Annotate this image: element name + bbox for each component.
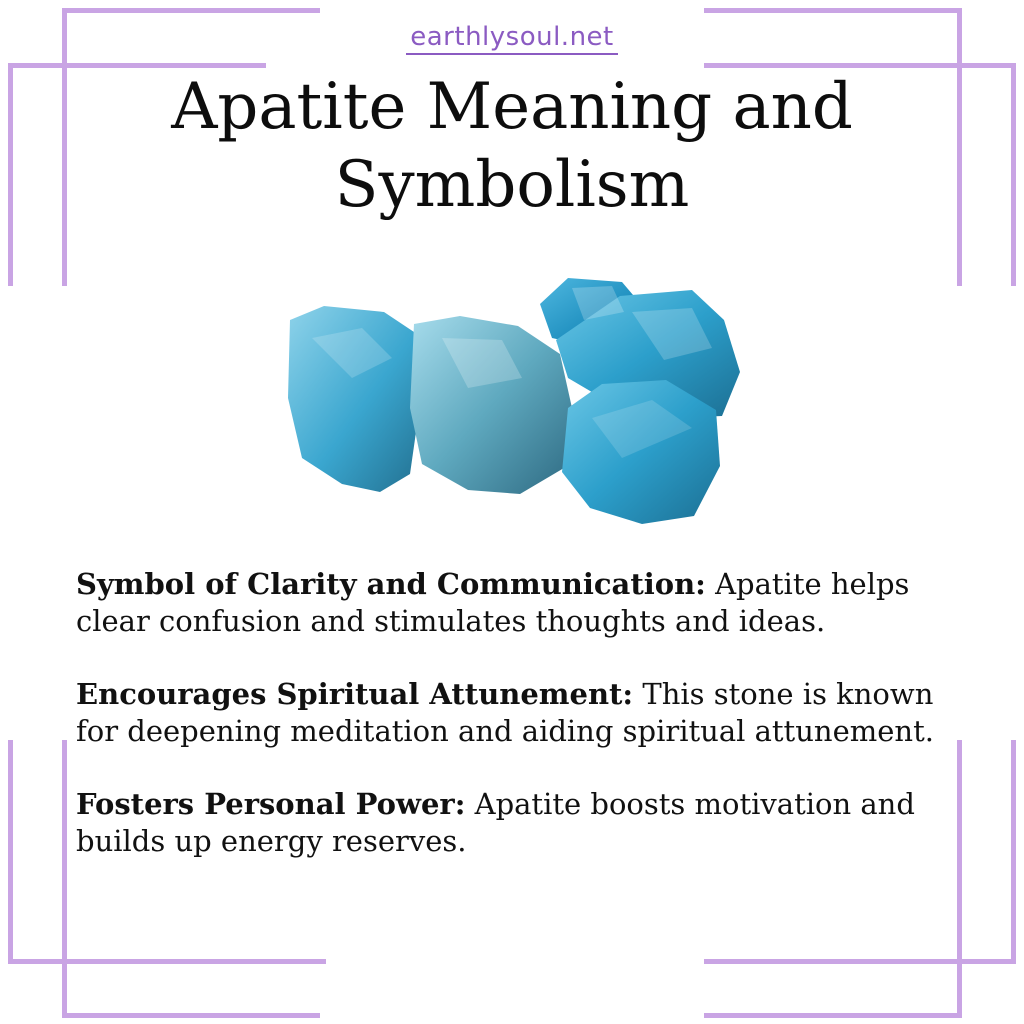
frame-bottom-left-vertical-outer	[8, 740, 13, 964]
frame-top-right-horizontal	[704, 8, 962, 13]
page-title-line-2: Symbolism	[334, 148, 690, 222]
apatite-stones-image	[272, 268, 752, 533]
point-clarity	[76, 566, 946, 640]
symbolism-points	[76, 566, 946, 896]
point-text: Apatite helps clear confusion and stimulates thoughts and ideas.	[76, 567, 910, 638]
frame-top-right-vertical-outer	[1011, 63, 1016, 286]
site-logo[interactable]	[0, 22, 1024, 55]
frame-bottom-right-vertical-inner	[957, 740, 962, 1018]
stone-front	[562, 380, 720, 524]
frame-top-left-vertical-outer	[8, 63, 13, 286]
point-heading: Fosters Personal Power:	[76, 787, 466, 821]
frame-bottom-right-horizontal-upper	[704, 959, 1016, 964]
point-heading: Symbol of Clarity and Communication:	[76, 567, 706, 601]
frame-top-left-horizontal	[62, 8, 320, 13]
point-text: This stone is known for deepening meditation and aiding spiritual attunement.	[76, 677, 934, 748]
point-personal-power	[76, 786, 946, 860]
frame-bottom-right-horizontal-lower	[704, 1013, 962, 1018]
page-title-line-1: Apatite Meaning and	[171, 70, 853, 144]
frame-bottom-left-horizontal-upper	[8, 959, 326, 964]
point-heading: Encourages Spiritual Attunement:	[76, 677, 634, 711]
page-title	[120, 68, 904, 224]
point-text: Apatite boosts motivation and builds up energy reserves.	[76, 787, 915, 858]
point-spiritual-attunement	[76, 676, 946, 750]
frame-bottom-left-vertical-inner	[62, 740, 67, 1018]
site-logo-text: earthlysoul.net	[406, 22, 618, 55]
frame-bottom-right-vertical-outer	[1011, 740, 1016, 964]
frame-bottom-left-horizontal-lower	[62, 1013, 320, 1018]
